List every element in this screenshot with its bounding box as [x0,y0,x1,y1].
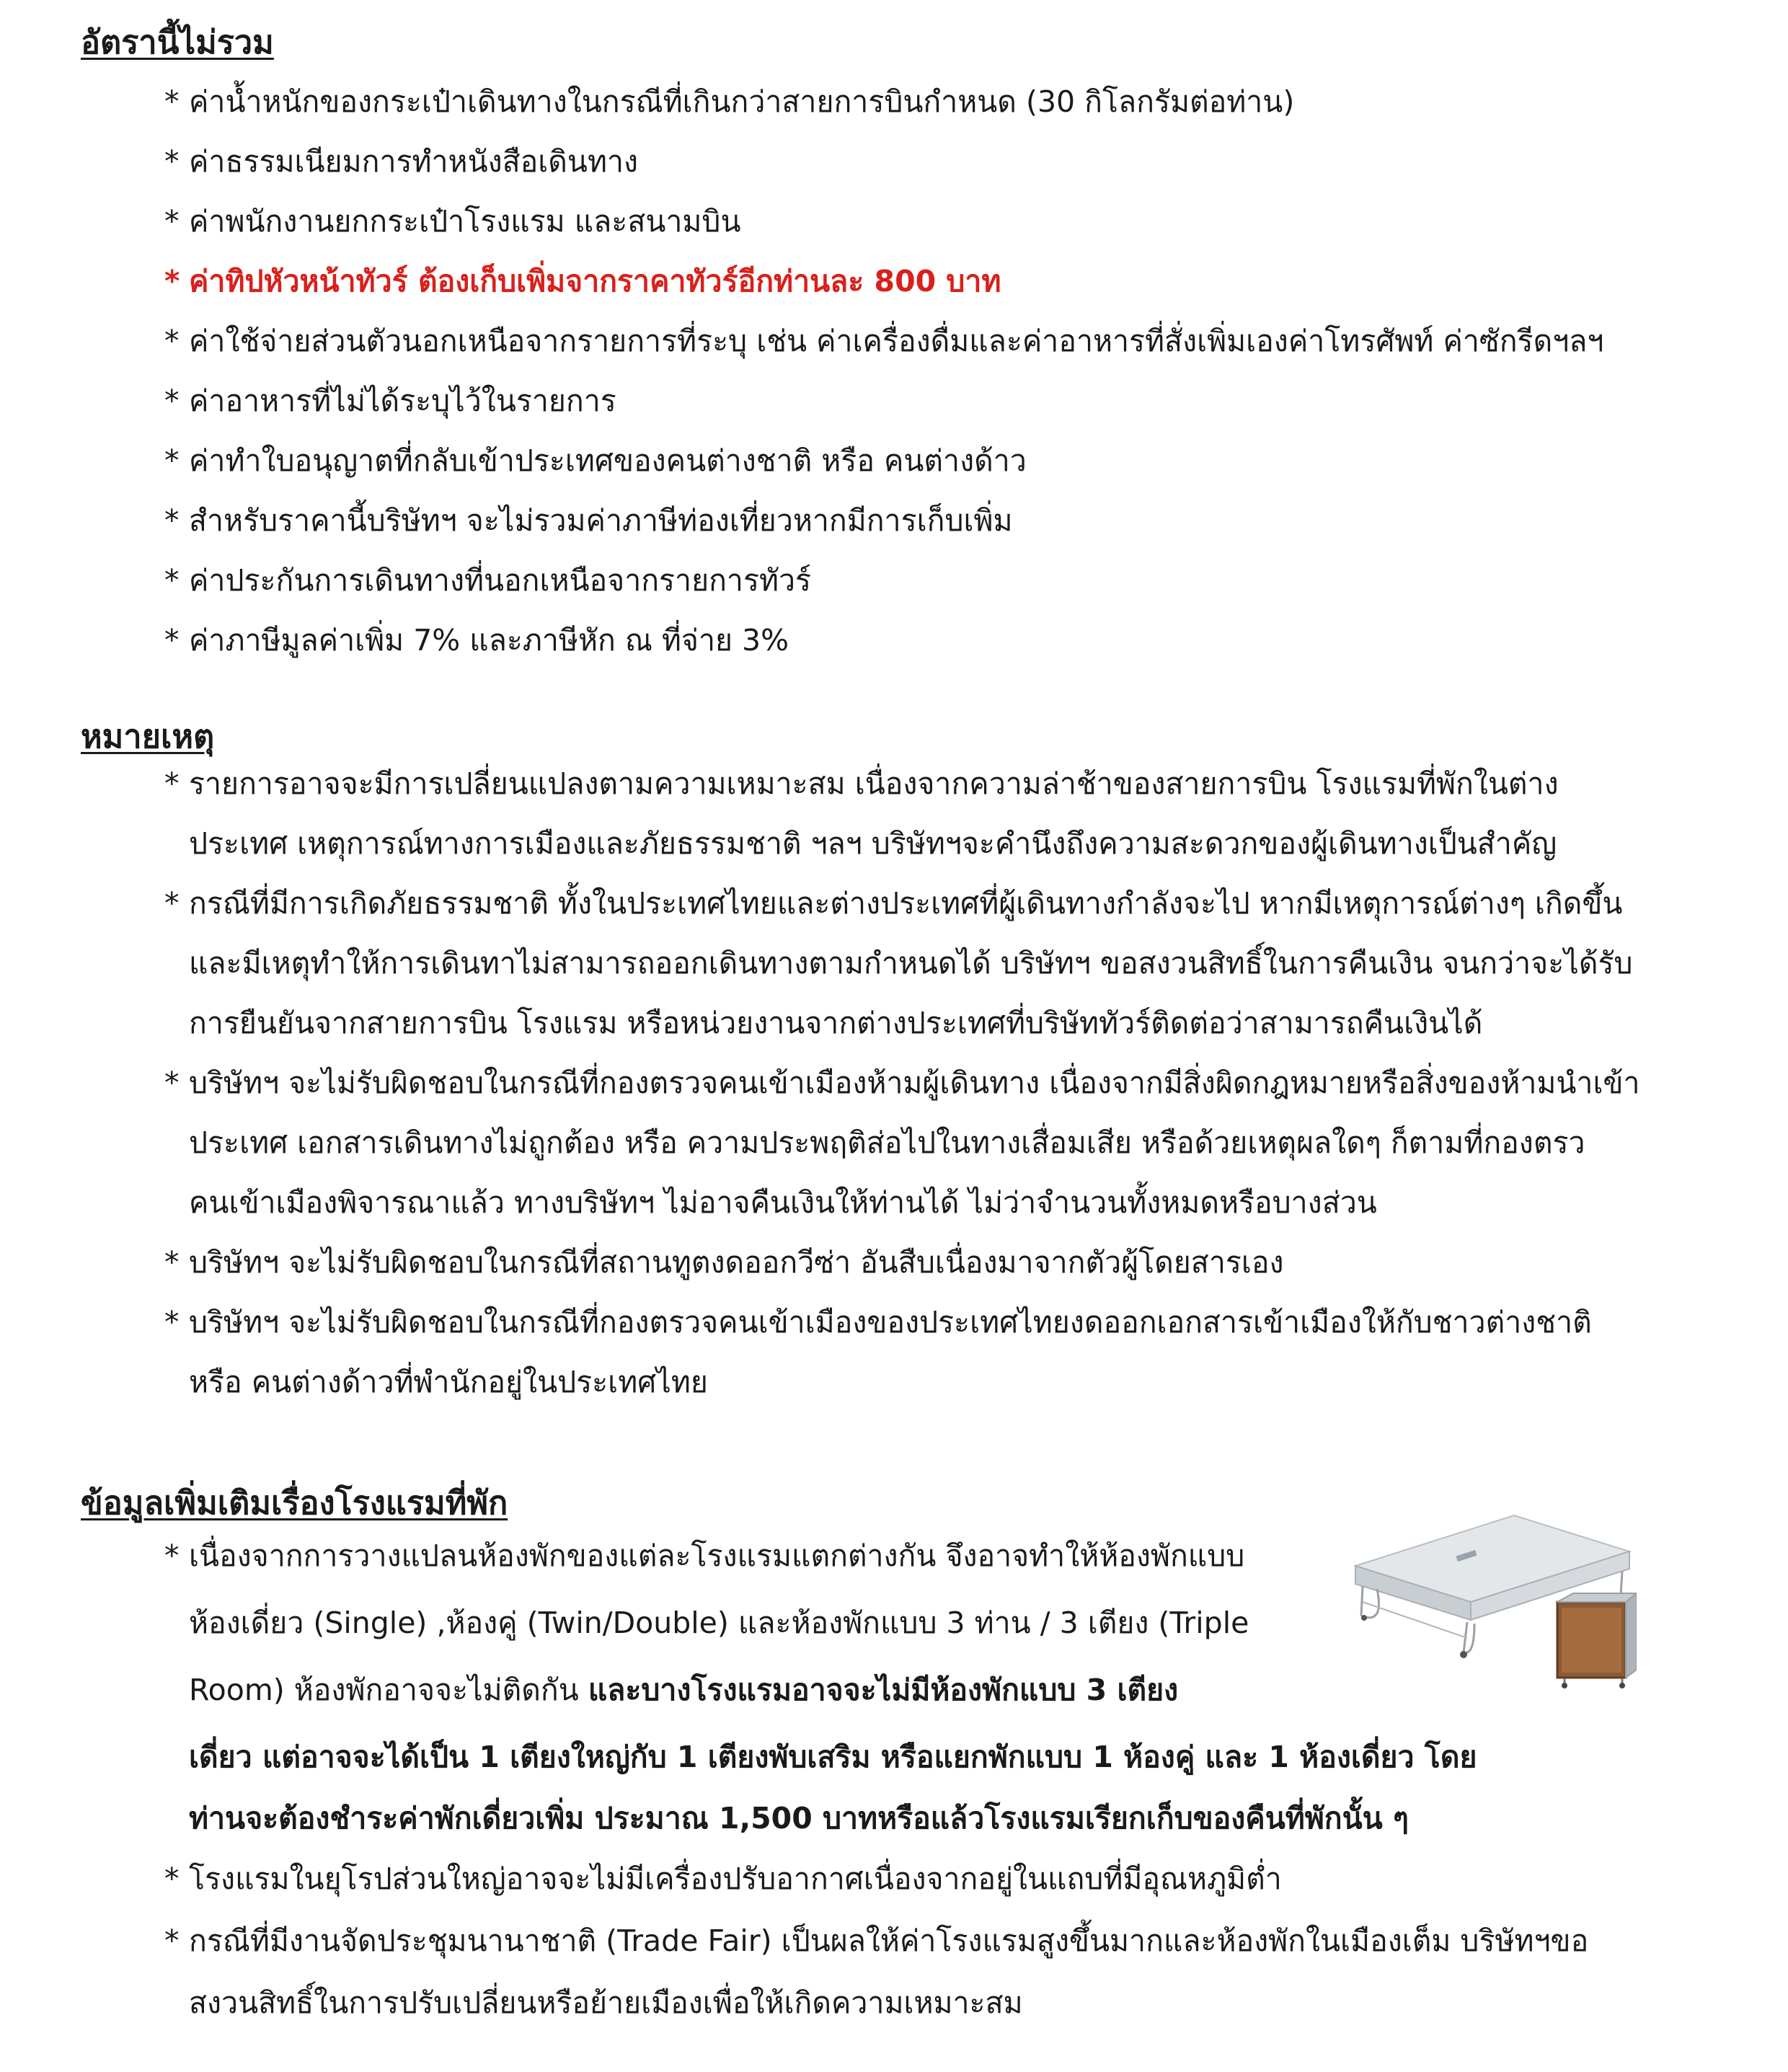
list-item: * ค่าธรรมเนียมการทำหนังสือเดินทาง [164,144,639,179]
list-item: * ค่าทำใบอนุญาตที่กลับเข้าประเทศของคนต่างชาติ หรือ คนต่างด้าว [164,443,1027,478]
list-item: * ค่าอาหารที่ไม่ได้ระบุไว้ในรายการ [164,384,616,418]
list-item: * ค่าน้ำหนักของกระเป๋าเดินทางในกรณีที่เกินกว่าสายการบินกำหนด (30 กิโลกรัมต่อท่าน) [164,84,1295,119]
list-item: * สำหรับราคานี้บริษัทฯ จะไม่รวมค่าภาษีท่องเที่ยวหากมีการเก็บเพิ่ม [164,503,1013,538]
list-item-tour-leader-tip: * ค่าทิปหัวหน้าทัวร์ ต้องเก็บเพิ่มจากราคาทัวร์อีกท่านละ 800 บาท [164,264,1001,298]
remark-item-continuation: หรือ คนต่างด้าวที่พำนักอยู่ในประเทศไทย [189,1365,708,1399]
remark-item: * กรณีที่มีการเกิดภัยธรรมชาติ ทั้งในประเทศไทยและต่างประเทศที่ผู้เดินทางกำลังจะไป หากมีเหตุการณ์ต่างๆ เกิดขึ้น [164,886,1623,921]
remark-item-continuation: ประเทศ เหตุการณ์ทางการเมืองและภัยธรรมชาติ ฯลฯ บริษัทฯจะคำนึงถึงความสะดวกของผู้เดินทางเป็นสำคัญ [189,826,1557,861]
list-item: * ค่าประกันการเดินทางที่นอกเหนือจากรายการทัวร์ [164,563,812,598]
list-item: * ค่าใช้จ่ายส่วนตัวนอกเหนือจากรายการที่ระบุ เช่น ค่าเครื่องดื่มและค่าอาหารที่สั่งเพิ่มเองค่าโทรศัพท์ ค่าซักรีดฯลฯ [164,324,1604,358]
remark-item: * บริษัทฯ จะไม่รับผิดชอบในกรณีที่กองตรวจคนเข้าเมืองห้ามผู้เดินทาง เนื่องจากมีสิ่งผิดกฎหมายหรือสิ่งของห้ามนำเข้า [164,1066,1640,1100]
hotel-info-item: * โรงแรมในยุโรปส่วนใหญ่อาจจะไม่มีเครื่องปรับอากาศเนื่องจากอยู่ในแถบที่มีอุณหภูมิต่ำ [164,1861,1282,1896]
remark-item-continuation: ประเทศ เอกสารเดินทางไม่ถูกต้อง หรือ ความประพฤติส่อไปในทางเสื่อมเสีย หรือด้วยเหตุผลใดๆ ก็ตามที่กองตรว [189,1125,1585,1160]
folding-bed-illustration [1348,1508,1637,1688]
remark-item-continuation: คนเข้าเมืองพิจารณาแล้ว ทางบริษัทฯ ไม่อาจคืนเงินให้ท่านได้ ไม่ว่าจำนวนทั้งหมดหรือบางส่วน [189,1185,1377,1220]
section-title-remarks: หมายเหตุ [81,717,215,756]
list-item: * ค่าพนักงานยกกระเป๋าโรงแรม และสนามบิน [164,204,741,239]
hotel-info-continuation: Room) ห้องพักอาจจะไม่ติดกัน และบางโรงแรมอาจจะไม่มีห้องพักแบบ 3 เตียง [189,1673,1179,1707]
hotel-info-item: * กรณีที่มีงานจัดประชุมนานาชาติ (Trade Fair) เป็นผลให้ค่าโรงแรมสูงขึ้นมากและห้องพักในเมืองเต็ม บริษัทฯขอ [164,1923,1589,1958]
remark-item-continuation: และมีเหตุทำให้การเดินทาไม่สามารถออกเดินทางตามกำหนดได้ บริษัทฯ ขอสงวนสิทธิ์ในการคืนเงิน จนกว่าจะได้รับ [189,946,1633,980]
hotel-info-item: * เนื่องจากการวางแปลนห้องพักของแต่ละโรงแรมแตกต่างกัน จึงอาจทำให้ห้องพักแบบ [164,1538,1245,1573]
section-title-hotel-info: ข้อมูลเพิ่มเติมเรื่องโรงแรมที่พัก [81,1484,508,1522]
hotel-info-continuation: สงวนสิทธิ์ในการปรับเปลี่ยนหรือย้ายเมืองเพื่อให้เกิดความเหมาะสม [189,1985,1023,2020]
section-title-not-included: อัตรานี้ไม่รวม [81,23,274,61]
remark-item: * บริษัทฯ จะไม่รับผิดชอบในกรณีที่สถานทูตงดออกวีซ่า อันสืบเนื่องมาจากตัวผู้โดยสารเอง [164,1245,1284,1280]
hotel-info-continuation-bold: ท่านจะต้องชำระค่าพักเดี่ยวเพิ่ม ประมาณ 1,500 บาทหรือแล้วโรงแรมเรียกเก็บของคืนที่พักนั้น ๆ [189,1801,1409,1836]
hotel-info-continuation: ห้องเดี่ยว (Single) ,ห้องคู่ (Twin/Double) และห้องพักแบบ 3 ท่าน / 3 เตียง (Triple [189,1606,1249,1640]
remark-item-continuation: การยืนยันจากสายการบิน โรงแรม หรือหน่วยงานจากต่างประเทศที่บริษัททัวร์ติดต่อว่าสามารถคืนเงินได้ [189,1006,1483,1040]
remark-item: * รายการอาจจะมีการเปลี่ยนแปลงตามความเหมาะสม เนื่องจากความล่าช้าของสายการบิน โรงแรมที่พักในต่าง [164,766,1559,801]
remark-item: * บริษัทฯ จะไม่รับผิดชอบในกรณีที่กองตรวจคนเข้าเมืองของประเทศไทยงดออกเอกสารเข้าเมืองให้กับชาวต่างชาติ [164,1305,1592,1340]
hotel-info-continuation-bold: เดี่ยว แต่อาจจะได้เป็น 1 เตียงใหญ่กับ 1 เตียงพับเสริม หรือแยกพักแบบ 1 ห้องคู่ และ 1 ห้องเดี่ยว โดย [189,1740,1477,1774]
list-item: * ค่าภาษีมูลค่าเพิ่ม 7% และภาษีหัก ณ ที่จ่าย 3% [164,623,789,658]
